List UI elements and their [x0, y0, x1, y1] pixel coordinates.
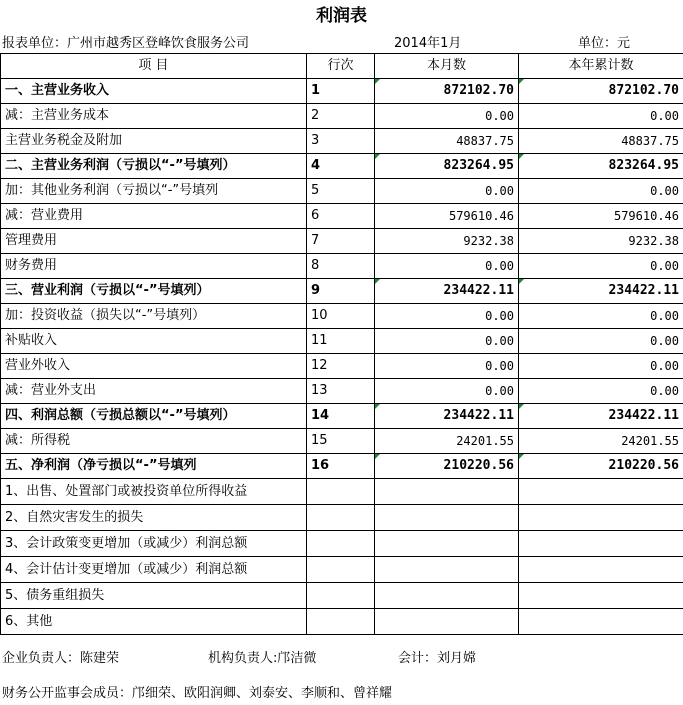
row-line-number: 10 — [307, 304, 375, 329]
header-ytd: 本年累计数 — [519, 54, 683, 79]
income-statement-table — [0, 53, 683, 635]
row-ytd-value: 234422.11 — [519, 279, 683, 304]
row-line-number: 12 — [307, 354, 375, 379]
row-item: 加：其他业务利润（亏损以“-”号填列 — [1, 179, 307, 204]
row-ytd-value: 210220.56 — [519, 454, 683, 479]
row-item: 财务费用 — [1, 254, 307, 279]
row-line-number: 7 — [307, 229, 375, 254]
table-row — [1, 329, 683, 354]
note-empty-cell — [519, 531, 683, 557]
note-empty-cell — [519, 505, 683, 531]
row-month-value: 0.00 — [375, 304, 519, 329]
row-item: 减：营业费用 — [1, 204, 307, 229]
note-row — [1, 609, 683, 635]
row-ytd-value: 0.00 — [519, 354, 683, 379]
note-row — [1, 505, 683, 531]
note-empty-cell — [519, 583, 683, 609]
note-empty-cell — [375, 505, 519, 531]
note-empty-cell — [307, 557, 375, 583]
table-row — [1, 229, 683, 254]
row-ytd-value: 9232.38 — [519, 229, 683, 254]
row-item: 补贴收入 — [1, 329, 307, 354]
table-row — [1, 254, 683, 279]
row-line-number: 4 — [307, 154, 375, 179]
row-ytd-value: 0.00 — [519, 304, 683, 329]
row-month-value: 234422.11 — [375, 279, 519, 304]
row-ytd-value: 0.00 — [519, 254, 683, 279]
row-line-number: 16 — [307, 454, 375, 479]
row-line-number: 1 — [307, 79, 375, 104]
note-row — [1, 531, 683, 557]
note-empty-cell — [307, 479, 375, 505]
row-line-number: 11 — [307, 329, 375, 354]
currency-unit: 单位：元 — [578, 34, 630, 54]
row-ytd-value: 48837.75 — [519, 129, 683, 154]
table-row — [1, 404, 683, 429]
table-row — [1, 204, 683, 229]
table-row — [1, 154, 683, 179]
footer-institution-head: 机构负责人:邝洁微 — [208, 648, 316, 670]
table-row — [1, 79, 683, 104]
row-item: 三、营业利润（亏损以“-”号填列） — [1, 279, 307, 304]
row-month-value: 0.00 — [375, 354, 519, 379]
row-month-value: 0.00 — [375, 379, 519, 404]
note-row — [1, 583, 683, 609]
row-ytd-value: 234422.11 — [519, 404, 683, 429]
row-month-value: 0.00 — [375, 329, 519, 354]
note-empty-cell — [375, 557, 519, 583]
row-month-value: 0.00 — [375, 179, 519, 204]
row-ytd-value: 579610.46 — [519, 204, 683, 229]
header-line: 行次 — [307, 54, 375, 79]
row-month-value: 579610.46 — [375, 204, 519, 229]
row-month-value: 872102.70 — [375, 79, 519, 104]
row-item: 加：投资收益（损失以“-”号填列） — [1, 304, 307, 329]
note-empty-cell — [375, 609, 519, 635]
row-line-number: 9 — [307, 279, 375, 304]
row-month-value: 48837.75 — [375, 129, 519, 154]
row-item: 营业外收入 — [1, 354, 307, 379]
note-item: 1、出售、处置部门或被投资单位所得收益 — [1, 479, 307, 505]
table-row — [1, 379, 683, 404]
note-empty-cell — [307, 505, 375, 531]
reporting-unit: 报表单位：广州市越秀区登峰饮食服务公司 — [2, 34, 249, 54]
note-empty-cell — [519, 479, 683, 505]
row-item: 四、利润总额（亏损总额以“-”号填列） — [1, 404, 307, 429]
header-month: 本月数 — [375, 54, 519, 79]
note-empty-cell — [307, 583, 375, 609]
report-title: 利润表 — [0, 2, 683, 30]
footer-accountant: 会计：刘月嫦 — [398, 648, 476, 670]
row-item: 主营业务税金及附加 — [1, 129, 307, 154]
note-row — [1, 557, 683, 583]
row-item: 减：所得税 — [1, 429, 307, 454]
row-ytd-value: 872102.70 — [519, 79, 683, 104]
note-row — [1, 479, 683, 505]
row-month-value: 823264.95 — [375, 154, 519, 179]
note-item: 4、会计估计变更增加（或减少）利润总额 — [1, 557, 307, 583]
note-item: 2、自然灾害发生的损失 — [1, 505, 307, 531]
note-empty-cell — [307, 609, 375, 635]
note-item: 3、会计政策变更增加（或减少）利润总额 — [1, 531, 307, 557]
note-empty-cell — [307, 531, 375, 557]
table-row — [1, 429, 683, 454]
note-empty-cell — [519, 557, 683, 583]
row-ytd-value: 0.00 — [519, 329, 683, 354]
note-empty-cell — [375, 531, 519, 557]
row-month-value: 234422.11 — [375, 404, 519, 429]
row-item: 一、主营业务收入 — [1, 79, 307, 104]
table-row — [1, 279, 683, 304]
header-row — [1, 54, 683, 79]
table-row — [1, 304, 683, 329]
row-item: 减：主营业务成本 — [1, 104, 307, 129]
row-line-number: 5 — [307, 179, 375, 204]
footer-committee: 财务公开监事会成员：邝细荣、欧阳润卿、刘泰安、李顺和、曾祥耀 — [2, 683, 392, 705]
row-line-number: 6 — [307, 204, 375, 229]
row-item: 二、主营业务利润（亏损以“-”号填列） — [1, 154, 307, 179]
row-item: 管理费用 — [1, 229, 307, 254]
row-item: 减：营业外支出 — [1, 379, 307, 404]
row-ytd-value: 24201.55 — [519, 429, 683, 454]
table-body — [1, 79, 683, 635]
row-month-value: 0.00 — [375, 254, 519, 279]
row-month-value: 0.00 — [375, 104, 519, 129]
row-line-number: 2 — [307, 104, 375, 129]
row-ytd-value: 0.00 — [519, 104, 683, 129]
table-row — [1, 104, 683, 129]
table-row — [1, 179, 683, 204]
row-line-number: 13 — [307, 379, 375, 404]
note-empty-cell — [375, 479, 519, 505]
table-row — [1, 454, 683, 479]
row-ytd-value: 0.00 — [519, 179, 683, 204]
row-month-value: 210220.56 — [375, 454, 519, 479]
table-row — [1, 354, 683, 379]
row-item: 五、净利润（净亏损以“-”号填列 — [1, 454, 307, 479]
table-row — [1, 129, 683, 154]
row-month-value: 24201.55 — [375, 429, 519, 454]
row-ytd-value: 0.00 — [519, 379, 683, 404]
row-ytd-value: 823264.95 — [519, 154, 683, 179]
note-item: 5、债务重组损失 — [1, 583, 307, 609]
row-month-value: 9232.38 — [375, 229, 519, 254]
header-item: 项 目 — [1, 54, 307, 79]
note-empty-cell — [519, 609, 683, 635]
note-empty-cell — [375, 583, 519, 609]
note-item: 6、其他 — [1, 609, 307, 635]
row-line-number: 8 — [307, 254, 375, 279]
footer-manager: 企业负责人：陈建荣 — [2, 648, 119, 670]
row-line-number: 3 — [307, 129, 375, 154]
row-line-number: 14 — [307, 404, 375, 429]
row-line-number: 15 — [307, 429, 375, 454]
report-period: 2014年1月 — [394, 34, 461, 54]
